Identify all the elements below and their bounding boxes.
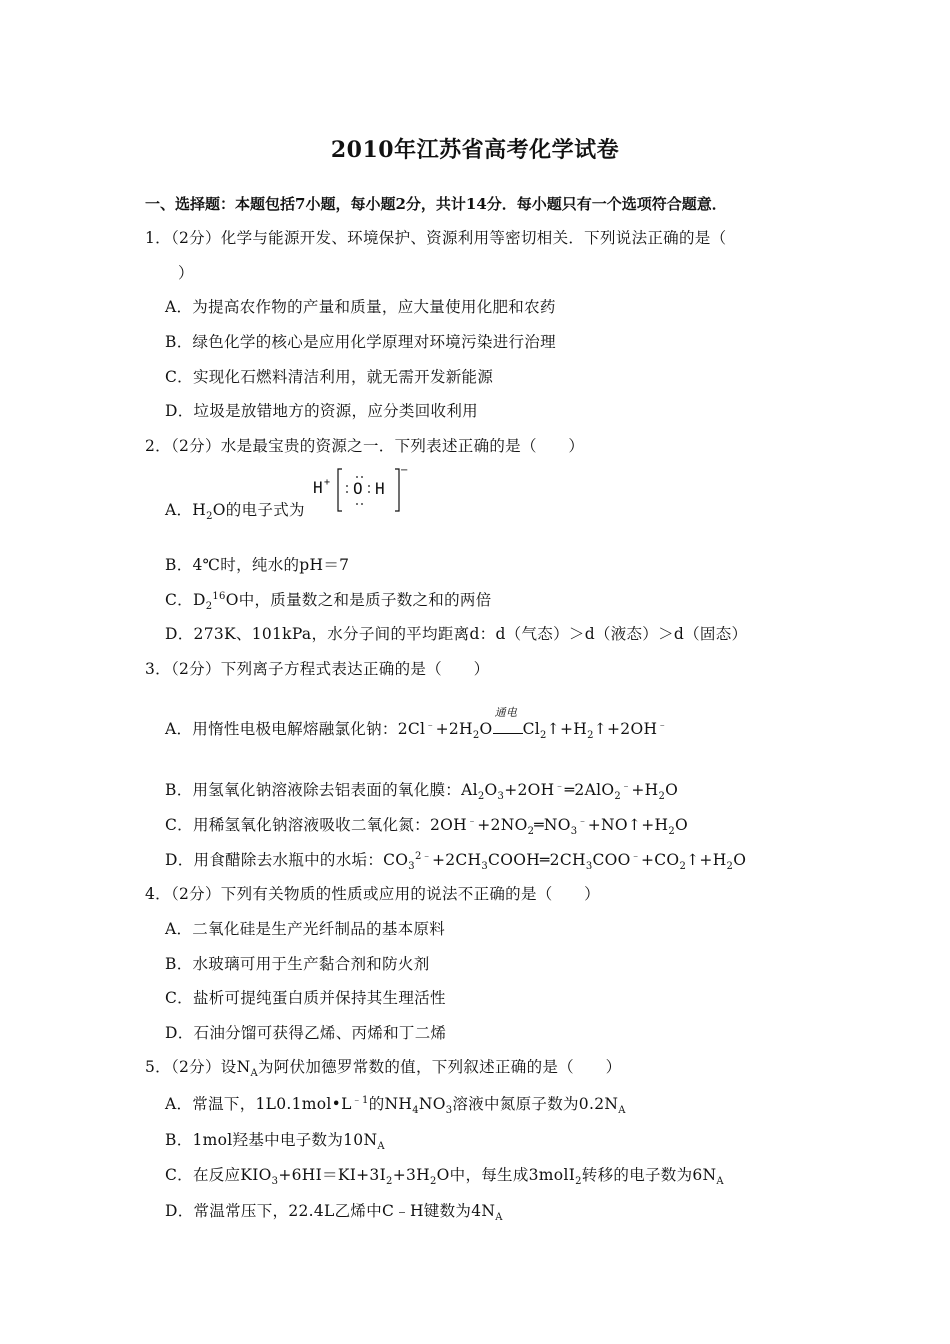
superscript: ﹣ (630, 850, 641, 862)
subscript: 2 (726, 861, 734, 873)
subscript: 3 (445, 1105, 453, 1117)
question-5-option-b (165, 1128, 385, 1153)
question-2-option-a (165, 498, 305, 523)
superscript: ﹣ (466, 815, 478, 827)
text: 5．（2分）设N (145, 1058, 251, 1076)
dot (356, 503, 358, 505)
dot (361, 503, 363, 505)
text: A．H (165, 501, 207, 519)
question-5-option-d (165, 1199, 503, 1224)
question-4-option-d: D．石油分馏可获得乙烯、丙烯和丁二烯 (165, 1024, 447, 1042)
question-3-option-a (165, 706, 668, 742)
dot (346, 485, 348, 487)
question-2-stem: 2．（2分）水是最宝贵的资源之一．下列表述正确的是（ ） (145, 437, 585, 455)
question-5-option-a (165, 1092, 626, 1117)
text: 为阿伏加德罗常数的值，下列叙述正确的是（ ） (257, 1058, 622, 1076)
text: ═2AlO (564, 781, 615, 799)
subscript: 2 (587, 730, 594, 742)
subscript: 3 (585, 861, 593, 873)
superscript: ﹣1 (351, 1094, 369, 1106)
text: +2H (435, 720, 473, 738)
question-3-option-b (165, 778, 679, 803)
subscript: 3 (570, 826, 578, 838)
question-1-option-d: D．垃圾是放错地方的资源，应分类回收利用 (165, 402, 478, 420)
dot (356, 476, 358, 478)
subscript: 2 (386, 1176, 393, 1188)
text: B．用氢氧化钠溶液除去铝表面的氧化膜：Al (165, 781, 478, 799)
subscript: 2 (539, 730, 547, 742)
superscript: 16 (212, 590, 226, 602)
text: O (484, 781, 498, 799)
superscript: ﹣ (554, 780, 565, 792)
text: COOH═2CH (488, 851, 586, 869)
text: B．1mol羟基中电子数为10N (165, 1131, 378, 1149)
superscript: ﹣ (577, 815, 588, 827)
text: NO (418, 1095, 446, 1113)
subscript: 3 (497, 791, 505, 803)
text: +6HI＝KI+3I (278, 1166, 387, 1184)
superscript: ﹣ (621, 780, 632, 792)
dot (346, 491, 348, 493)
question-2-option-c (165, 588, 492, 613)
formula-h-right: H (375, 479, 385, 498)
formula-h-left: H (313, 478, 323, 497)
bracket-right (395, 469, 399, 511)
subscript: 2 (614, 791, 622, 803)
question-4-option-b: B．水玻璃可用于生产黏合剂和防火剂 (165, 955, 430, 973)
subscript: A (377, 1141, 385, 1153)
subscript: 2 (527, 826, 535, 838)
page-title: 2010年江苏省高考化学试卷 (330, 137, 620, 163)
text: O (733, 851, 747, 869)
subscript: 2 (206, 511, 213, 523)
subscript: 4 (412, 1105, 419, 1117)
text: A．用惰性电极电解熔融氯化钠：2Cl (165, 720, 426, 738)
subscript: 2 (679, 861, 687, 873)
bracket-left (338, 469, 342, 511)
question-1-option-b: B．绿色化学的核心是应用化学原理对环境污染进行治理 (165, 333, 556, 351)
subscript: 2 (668, 826, 675, 838)
formula-o: O (353, 479, 363, 498)
text: C．在反应KIO (165, 1166, 272, 1184)
question-4-option-c: C．盐析可提纯蛋白质并保持其生理活性 (165, 989, 446, 1007)
text: D．用食醋除去水瓶中的水垢：CO (165, 851, 409, 869)
question-4-option-a: A．二氧化硅是生产光纤制品的基本原料 (165, 920, 446, 938)
electron-formula-svg (312, 464, 412, 516)
text: +3H (392, 1166, 430, 1184)
subscript: 3 (271, 1176, 279, 1188)
subscript: 2 (658, 791, 666, 803)
text: C．D (165, 591, 206, 609)
text: Cl (522, 720, 540, 738)
text: ↑+2OH (593, 720, 658, 738)
dot (361, 476, 363, 478)
question-5-option-c (165, 1163, 724, 1188)
text: +H (631, 781, 659, 799)
subscript: A (618, 1105, 626, 1117)
question-1-option-c: C．实现化石燃料清洁利用，就无需开发新能源 (165, 368, 494, 386)
question-2-option-d: D．273K、101kPa，水分子间的平均距离d：d（气态）＞d（液态）＞d（固态） (165, 625, 748, 643)
subscript: 2 (477, 791, 485, 803)
subscript: A (250, 1068, 258, 1080)
text: O (675, 816, 689, 834)
text: O的电子式为 (212, 501, 305, 519)
text: +CO (640, 851, 680, 869)
text: ═NO (534, 816, 571, 834)
subscript: 2 (472, 730, 480, 742)
reaction-condition (493, 706, 523, 738)
section-heading: 一、选择题：本题包括7小题，每小题2分，共计14分．每小题只有一个选项符合题意． (145, 195, 727, 213)
formula-plus: + (324, 477, 331, 488)
question-1-stem: 1．（2分）化学与能源开发、环境保护、资源利用等密切相关．下列说法正确的是（ (145, 229, 727, 247)
text: +2OH (504, 781, 555, 799)
text: O (665, 781, 679, 799)
question-1-stem-end: ） (178, 264, 194, 282)
text: ↑+H (546, 720, 588, 738)
superscript: ﹣ (657, 719, 668, 731)
question-4-stem: 4．（2分）下列有关物质的性质或应用的说法不正确的是（ ） (145, 885, 600, 903)
question-2-option-b: B．4℃时，纯水的pH＝7 (165, 556, 350, 574)
text: D．常温常压下，22.4L乙烯中C﹣H键数为4N (165, 1202, 496, 1220)
superscript: 2﹣ (414, 850, 432, 862)
text: +2NO (477, 816, 528, 834)
text: COO (592, 851, 631, 869)
subscript: 2 (205, 601, 213, 613)
subscript: 3 (408, 861, 415, 873)
condition-label: 通电 (494, 706, 518, 719)
dot (368, 485, 370, 487)
text: ↑+H (686, 851, 727, 869)
text: 转移的电子数为6N (581, 1166, 717, 1184)
dot (368, 491, 370, 493)
condition-bar (493, 721, 523, 734)
question-3-option-c (165, 813, 689, 838)
text: 溶液中氮原子数为0.2N (452, 1095, 619, 1113)
subscript: A (716, 1176, 724, 1188)
question-5-stem (145, 1055, 622, 1080)
question-1-option-a: A．为提高农作物的产量和质量，应大量使用化肥和农药 (165, 298, 556, 316)
text: 的NH (368, 1095, 413, 1113)
text: O中，每生成3molI (436, 1166, 576, 1184)
text: +2CH (431, 851, 482, 869)
question-3-stem: 3．（2分）下列离子方程式表达正确的是（ ） (145, 660, 490, 678)
text: A．常温下，1L0.1mol•L (165, 1095, 352, 1113)
text: O中，质量数之和是质子数之和的两倍 (225, 591, 492, 609)
electron-formula (312, 464, 412, 520)
formula-minus: − (400, 465, 409, 476)
superscript: ﹣ (425, 719, 436, 731)
subscript: 2 (429, 1176, 437, 1188)
subscript: 3 (481, 861, 489, 873)
text: O (479, 720, 493, 738)
subscript: 2 (575, 1176, 582, 1188)
question-3-option-d (165, 848, 747, 873)
subscript: A (495, 1212, 503, 1224)
text: C．用稀氢氧化钠溶液吸收二氧化氮：2OH (165, 816, 467, 834)
text: +NO↑+H (587, 816, 669, 834)
